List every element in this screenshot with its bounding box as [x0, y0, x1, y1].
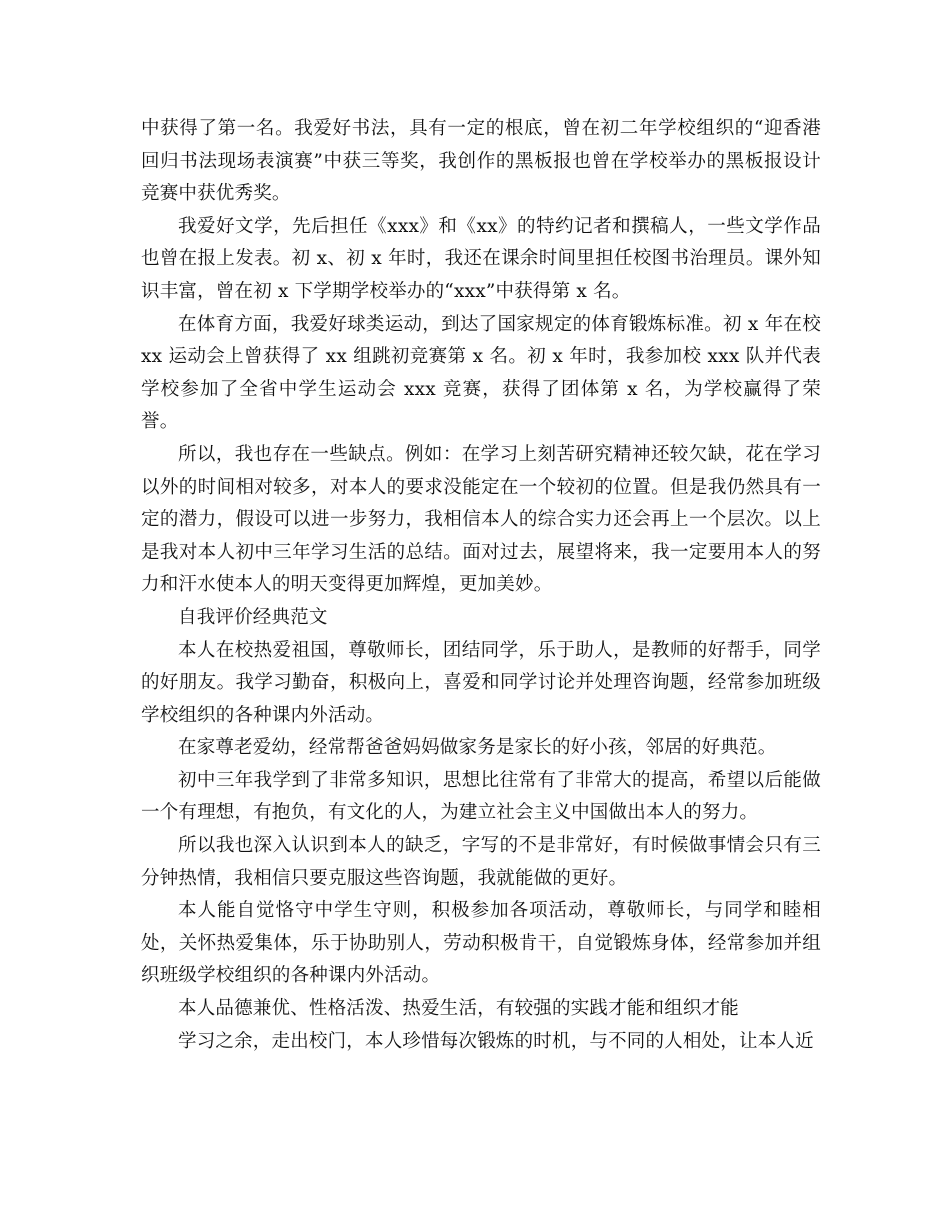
- paragraph-12: 学习之余，走出校门，本人珍惜每次锻炼的时机，与不同的人相处，让本人近: [178, 1030, 814, 1052]
- document-body: [141, 113, 821, 1058]
- paragraph-6: 本人在校热爱祖国，尊敬师长，团结同学，乐于助人，是教师的好帮手，同学的好朋友。我学习勤奋，积极向上，喜爱和同学讨论并处理咨询题，经常参加班级学校组织的各种课内外活动。: [141, 639, 821, 726]
- paragraph-1: 中获得了第一名。我爱好书法，具有一定的根底，曾在初二年学校组织的“迎香港回归书法现场表演赛”中获三等奖，我创作的黑板报也曾在学校举办的黑板报设计竞赛中获优秀奖。: [141, 118, 821, 205]
- paragraph-3: 在体育方面，我爱好球类运动，到达了国家规定的体育锻炼标准。初 x 年在校 xx 运动会上曾获得了 xx 组跳初竞赛第 x 名。初 x 年时，我参加校 xxx 队并代表学校参加了全省中学生运动会 xxx 竞赛，获得了团体第 x 名，为学校赢得了荣誉。: [141, 313, 821, 433]
- paragraph-4: 所以，我也存在一些缺点。例如：在学习上刻苦研究精神还较欠缺，花在学习以外的时间相对较多，对本人的要求没能定在一个较初的位置。但是我仍然具有一定的潜力，假设可以进一步努力，我相信本人的综合实力还会再上一个层次。以上是我对本人初中三年学习生活的总结。面对过去，展望将来，我一定要用本人的努力和汗水使本人的明天变得更加辉煌，更加美妙。: [141, 443, 821, 596]
- paragraph-11: 本人品德兼优、性格活泼、热爱生活，有较强的实践才能和组织才能: [178, 998, 740, 1020]
- section-heading: 自我评价经典范文: [178, 606, 328, 628]
- paragraph-10: 本人能自觉恪守中学生守则，积极参加各项活动，尊敬师长，与同学和睦相处，关怀热爱集体，乐于协助别人，劳动积极肯干，自觉锻炼身体，经常参加并组织班级学校组织的各种课内外活动。: [141, 900, 821, 987]
- paragraph-9: 所以我也深入认识到本人的缺乏，字写的不是非常好，有时候做事情会只有三分钟热情，我相信只要克服这些咨询题，我就能做的更好。: [141, 835, 821, 889]
- paragraph-2: 我爱好文学，先后担任《xxx》和《xx》的特约记者和撰稿人，一些文学作品也曾在报上发表。初 x、初 x 年时，我还在课余时间里担任校图书治理员。课外知识丰富，曾在初 x 下学期学校举办的“xxx”中获得第 x 名。: [141, 215, 821, 302]
- paragraph-7: 在家尊老爱幼，经常帮爸爸妈妈做家务是家长的好小孩，邻居的好典范。: [178, 737, 777, 759]
- paragraph-8: 初中三年我学到了非常多知识，思想比往常有了非常大的提高，希望以后能做一个有理想，有抱负，有文化的人，为建立社会主义中国做出本人的努力。: [141, 769, 821, 824]
